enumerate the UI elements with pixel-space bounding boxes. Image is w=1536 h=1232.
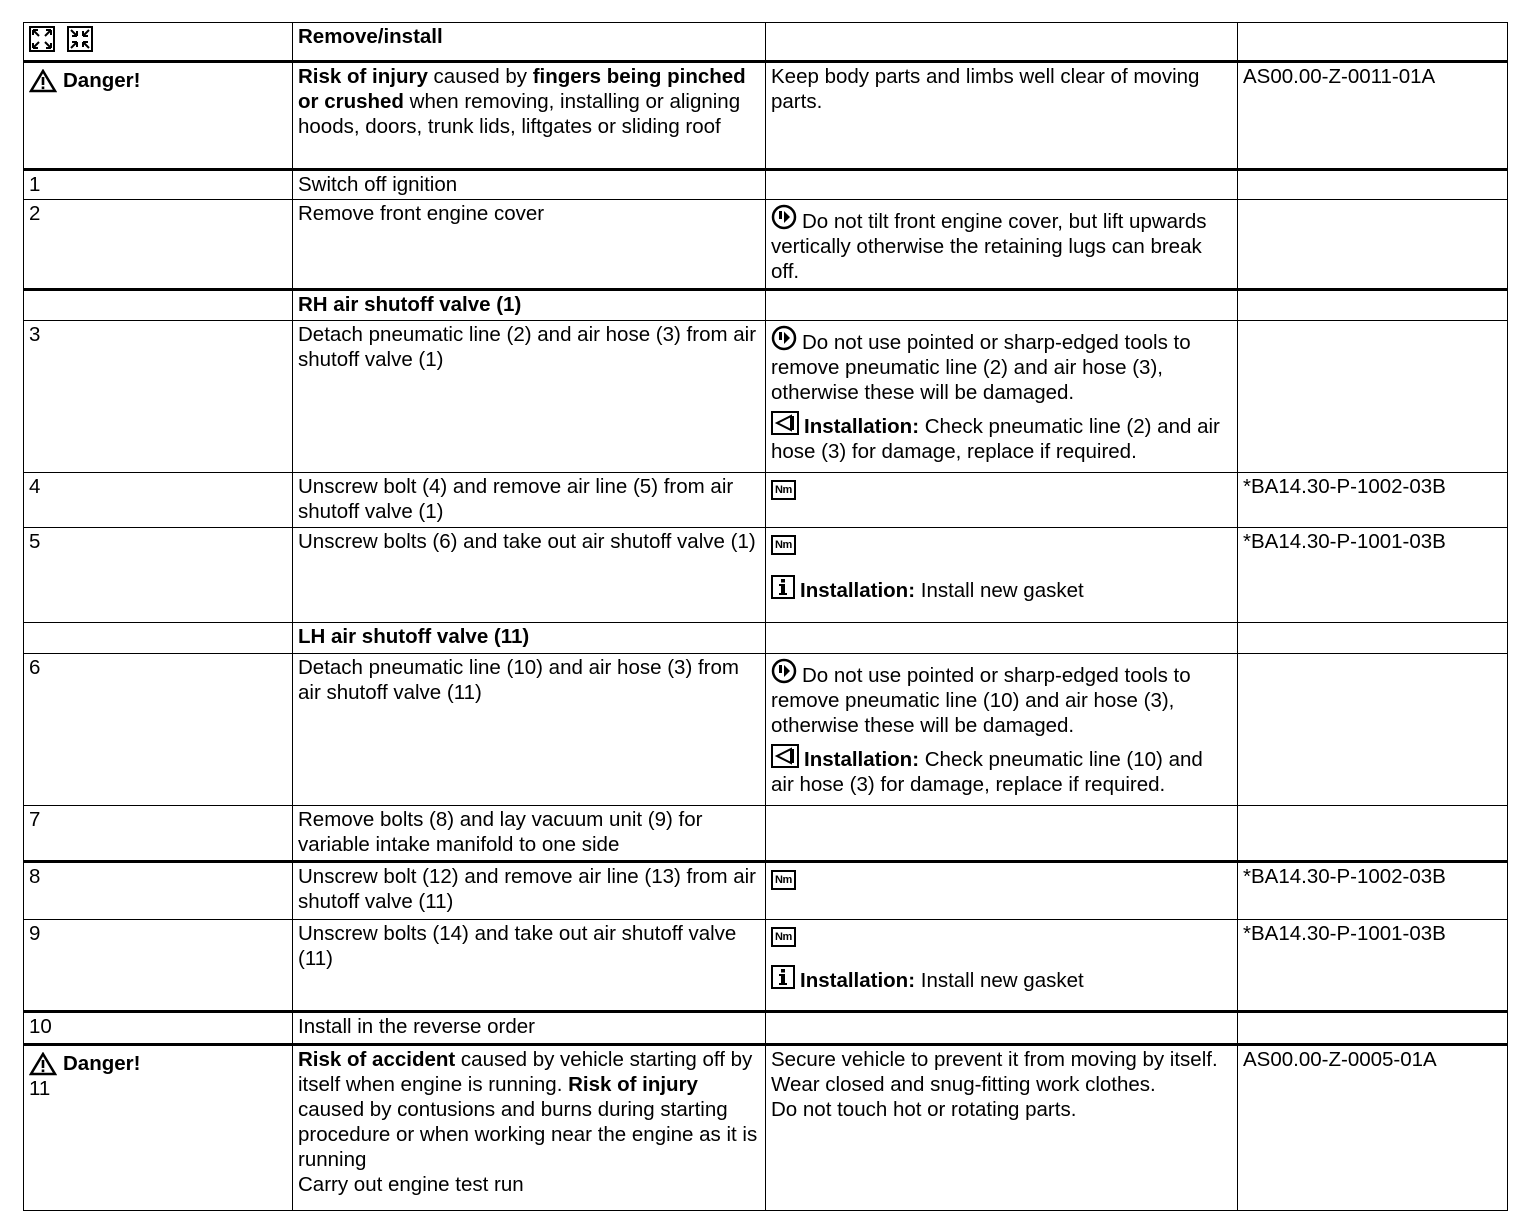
step-row [24, 806, 1508, 862]
step-number: 11 [29, 1077, 51, 1100]
header-title: Remove/install [293, 23, 766, 62]
step-text: Switch off ignition [293, 170, 766, 200]
step-reference [1238, 321, 1508, 473]
danger-reference[interactable]: AS00.00-Z-0005-01A [1238, 1045, 1508, 1211]
step-row [24, 1012, 1508, 1045]
section-empty [766, 290, 1238, 321]
step-reference[interactable]: *BA14.30-P-1002-03B [1238, 862, 1508, 920]
installation-label: Installation: [800, 579, 916, 602]
step-note [766, 321, 1238, 473]
step-note [766, 1012, 1238, 1045]
procedure-table [23, 22, 1508, 1211]
danger-description [293, 62, 766, 170]
step-row [24, 170, 1508, 200]
step-number: 10 [24, 1012, 293, 1045]
section-row [24, 623, 1508, 654]
section-empty [1238, 290, 1508, 321]
step-row [24, 654, 1508, 806]
step-reference [1238, 200, 1508, 290]
danger-label: Danger! [63, 1052, 141, 1075]
measure-line: Wear closed and snug-fitting work clothes. [771, 1073, 1156, 1096]
step-number: 9 [24, 920, 293, 1012]
step-text: Unscrew bolt (12) and remove air line (13) from air shutoff valve (11) [293, 862, 766, 920]
step-number: 1 [24, 170, 293, 200]
step-number: 4 [24, 473, 293, 528]
step-reference [1238, 170, 1508, 200]
section-empty [24, 290, 293, 321]
step-note [766, 528, 1238, 623]
danger-reference[interactable]: AS00.00-Z-0011-01A [1238, 62, 1508, 170]
note-text: Do not use pointed or sharp-edged tools to remove pneumatic line (2) and air hose (3), otherwise these will be damaged. [771, 331, 1191, 404]
step-note [766, 806, 1238, 862]
step-reference [1238, 1012, 1508, 1045]
danger-row [24, 62, 1508, 170]
installation-label: Installation: [800, 969, 916, 992]
step-row [24, 528, 1508, 623]
step-row [24, 321, 1508, 473]
step-reference[interactable]: *BA14.30-P-1001-03B [1238, 528, 1508, 623]
step-row [24, 862, 1508, 920]
section-empty [1238, 623, 1508, 654]
section-row [24, 290, 1508, 321]
installation-text: Check pneumatic line (2) and air hose (3) for damage, replace if required. [771, 415, 1220, 463]
step-reference [1238, 806, 1508, 862]
step-reference [1238, 654, 1508, 806]
note-text: Do not tilt front engine cover, but lift upwards vertically otherwise the retaining lugs can break off. [771, 210, 1207, 283]
step-number: 2 [24, 200, 293, 290]
collapse-icon[interactable] [67, 26, 93, 52]
step-note [766, 170, 1238, 200]
header-icons [24, 23, 293, 62]
installation-icon [771, 411, 799, 435]
step-number: 5 [24, 528, 293, 623]
risk-text: caused by contusions and burns during starting procedure or when working near the engine as it is running [298, 1098, 758, 1171]
caution-icon [771, 204, 797, 230]
warning-triangle-icon [29, 69, 57, 93]
step-number: 3 [24, 321, 293, 473]
step-note [766, 200, 1238, 290]
installation-text: Install new gasket [915, 969, 1084, 992]
measure-line: Do not touch hot or rotating parts. [771, 1098, 1077, 1121]
torque-icon[interactable]: Nm [771, 535, 796, 555]
step-text: Remove front engine cover [293, 200, 766, 290]
step-number: 8 [24, 862, 293, 920]
danger-measure [766, 1045, 1238, 1211]
torque-icon[interactable]: Nm [771, 480, 796, 500]
step-number: 6 [24, 654, 293, 806]
caution-icon [771, 658, 797, 684]
info-icon [771, 965, 795, 989]
installation-icon [771, 744, 799, 768]
step-row [24, 920, 1508, 1012]
expand-icon[interactable] [29, 26, 55, 52]
header-empty [766, 23, 1238, 62]
danger-cell [24, 1045, 293, 1211]
step-text: Unscrew bolts (14) and take out air shutoff valve (11) [293, 920, 766, 1012]
info-icon [771, 575, 795, 599]
step-note [766, 920, 1238, 1012]
note-text: Do not use pointed or sharp-edged tools to remove pneumatic line (10) and air hose (3), otherwise these will be damaged. [771, 664, 1191, 737]
step-text: Remove bolts (8) and lay vacuum unit (9) for variable intake manifold to one side [293, 806, 766, 862]
step-text: Unscrew bolt (4) and remove air line (5) from air shutoff valve (1) [293, 473, 766, 528]
danger-label: Danger! [63, 69, 141, 92]
step-text: Install in the reverse order [293, 1012, 766, 1045]
danger-description [293, 1045, 766, 1211]
step-reference[interactable]: *BA14.30-P-1002-03B [1238, 473, 1508, 528]
danger-row [24, 1045, 1508, 1211]
danger-measure: Keep body parts and limbs well clear of moving parts. [766, 62, 1238, 170]
section-empty [766, 623, 1238, 654]
torque-icon[interactable]: Nm [771, 927, 796, 947]
risk-bold: Risk of injury [568, 1073, 698, 1096]
step-note [766, 654, 1238, 806]
step-note [766, 862, 1238, 920]
step-number: 7 [24, 806, 293, 862]
installation-text: Install new gasket [915, 579, 1084, 602]
step-note [766, 473, 1238, 528]
step-row [24, 473, 1508, 528]
section-title: LH air shutoff valve (11) [293, 623, 766, 654]
risk-bold: Risk of accident [298, 1048, 456, 1071]
section-title: RH air shutoff valve (1) [293, 290, 766, 321]
risk-text: when removing, installing or aligning hoods, doors, trunk lids, liftgates or sliding roof [298, 90, 741, 138]
step-text: Detach pneumatic line (2) and air hose (3) from air shutoff valve (1) [293, 321, 766, 473]
step-row [24, 200, 1508, 290]
installation-label: Installation: [804, 748, 920, 771]
risk-bold: Risk of injury [298, 65, 428, 88]
installation-label: Installation: [804, 415, 920, 438]
torque-icon[interactable]: Nm [771, 870, 796, 890]
installation-text: Check pneumatic line (10) and air hose (3) for damage, replace if required. [771, 748, 1203, 796]
step-text: Unscrew bolts (6) and take out air shutoff valve (1) [293, 528, 766, 623]
risk-text: caused by [427, 65, 533, 88]
measure-line: Secure vehicle to prevent it from moving by itself. [771, 1048, 1218, 1071]
warning-triangle-icon [29, 1052, 57, 1076]
caution-icon [771, 325, 797, 351]
risk-bold: fingers being pinched or crushed [298, 65, 746, 113]
section-empty [24, 623, 293, 654]
risk-text: caused by vehicle starting off by itself when engine is running. [298, 1048, 753, 1096]
step-reference[interactable]: *BA14.30-P-1001-03B [1238, 920, 1508, 1012]
header-row [24, 23, 1508, 62]
danger-cell [24, 62, 293, 170]
step-text: Carry out engine test run [298, 1173, 524, 1196]
header-empty [1238, 23, 1508, 62]
step-text: Detach pneumatic line (10) and air hose (3) from air shutoff valve (11) [293, 654, 766, 806]
